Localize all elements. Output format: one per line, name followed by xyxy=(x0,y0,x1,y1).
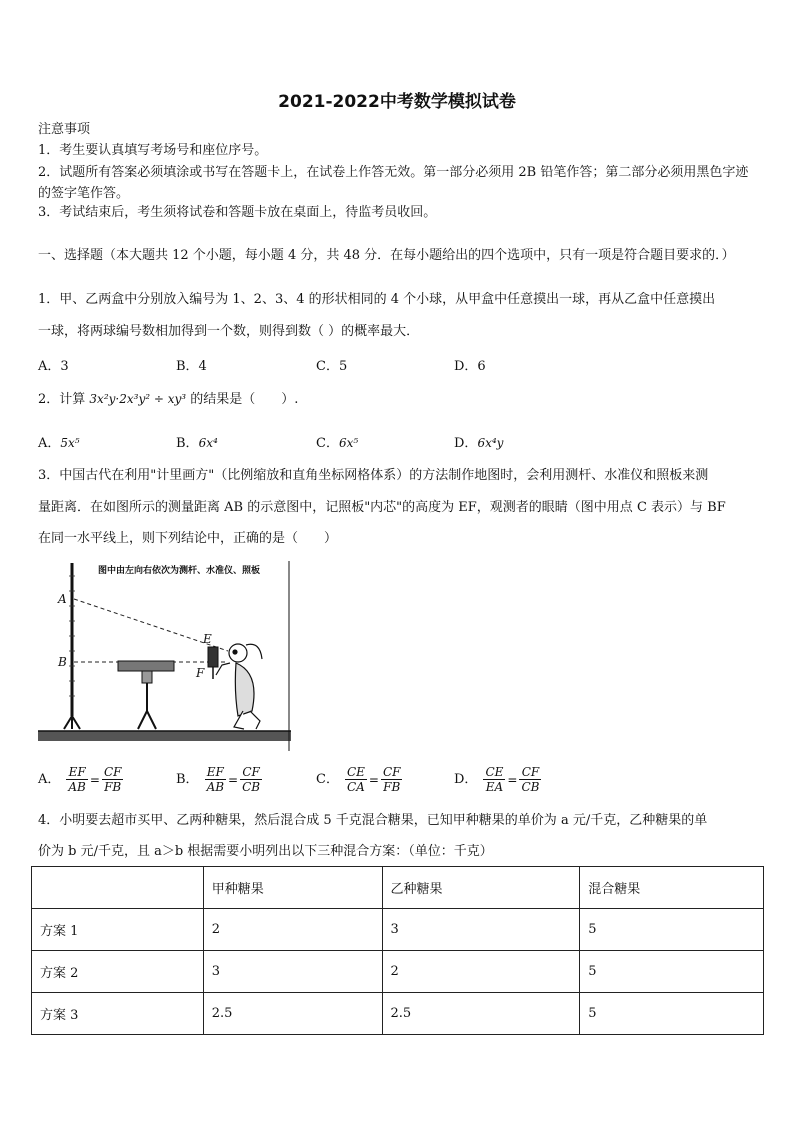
q3-option-a: A． $\frac{EF}{AB}$ = $\frac{CF}{FB}$ xyxy=(38,765,122,794)
q2-option-d: D．6x⁴y xyxy=(454,436,504,451)
q4-text-line1: 4．小明要去超市买甲、乙两种糖果，然后混合成 5 千克混合糖果，已知甲种糖果的单价为 a 元/千克，乙种糖果的单 xyxy=(38,813,708,828)
table-cell: 2.5 xyxy=(382,993,580,1035)
table-cell: 5 xyxy=(580,951,764,993)
q1-text-line1: 1．甲、乙两盒中分别放入编号为 1、2、3、4 的形状相同的 4 个小球，从甲盒中任意摸出一球，再从乙盒中任意摸出 xyxy=(38,292,716,307)
table-row xyxy=(32,951,764,993)
sighting-board xyxy=(208,647,218,667)
notice-item-1: 1．考生要认真填写考场号和座位序号。 xyxy=(38,143,268,158)
q3-text-line2: 量距离．在如图所示的测量距离 AB 的示意图中，记照板"内芯"的高度为 EF，观测者的眼睛（图中用点 C 表示）与 BF xyxy=(38,500,726,515)
q2-prefix: 2．计算 xyxy=(38,392,86,407)
q2-option-c: C．6x⁵ xyxy=(316,436,359,451)
q2-option-a: A．5x⁵ xyxy=(38,436,80,451)
table-cell: 5 xyxy=(580,993,764,1035)
table-row xyxy=(32,993,764,1035)
label-a: A xyxy=(58,592,67,606)
observer-figure xyxy=(216,644,262,729)
table-row xyxy=(32,909,764,951)
notice-item-3: 3．考试结束后，考生须将试卷和答题卡放在桌面上，待监考员收回。 xyxy=(38,205,437,220)
notice-heading: 注意事项 xyxy=(38,122,91,137)
label-e: E xyxy=(203,632,212,646)
q3-text-line1: 3．中国古代在利用"计里画方"（比例缩放和直角坐标网格体系）的方法制作地图时，会利用测杆、水准仪和照板来测 xyxy=(38,468,709,483)
q1-text-line2: 一球，将两球编号数相加得到一个数，则得到数（ ）的概率最大． xyxy=(38,324,420,339)
table-cell: 方案 3 xyxy=(32,993,204,1035)
label-b: B xyxy=(58,655,67,669)
table-header-cell: 乙种糖果 xyxy=(382,867,580,909)
q2-text xyxy=(38,390,298,409)
q3-option-b: B． $\frac{EF}{AB}$ = $\frac{CF}{CB}$ xyxy=(176,765,261,794)
measurement-figure xyxy=(38,561,291,751)
q2-expression: 3x²y·2x³y² ÷ xy³ xyxy=(89,392,187,406)
label-f: F xyxy=(196,666,205,680)
table-cell: 3 xyxy=(203,951,382,993)
q1-option-d: D．6 xyxy=(454,359,486,374)
q2-option-b: B．6x⁴ xyxy=(176,436,218,451)
figure-caption: 图中由左向右依次为测杆、水准仪、照板 xyxy=(98,566,261,576)
table-cell: 3 xyxy=(382,909,580,951)
q1-option-c: C．5 xyxy=(316,359,348,374)
table-cell: 2.5 xyxy=(203,993,382,1035)
notice-item-2: 2．试题所有答案必须填涂或书写在答题卡上，在试卷上作答无效。第一部分必须用 2B 铅笔作答；第二部分必须用黑色字迹的签字笔作答。 xyxy=(38,165,749,201)
q4-text-line2: 价为 b 元/千克，且 a＞b 根据需要小明列出以下三种混合方案：（单位：千克） xyxy=(38,844,493,859)
level-instrument xyxy=(118,661,174,729)
table-cell: 2 xyxy=(203,909,382,951)
q3-option-c: C． $\frac{CE}{CA}$ = $\frac{CF}{FB}$ xyxy=(316,765,401,794)
q3-text-line3: 在同一水平线上，则下列结论中，正确的是（ ） xyxy=(38,531,338,546)
table-header-cell: 甲种糖果 xyxy=(203,867,382,909)
mixing-plan-table xyxy=(31,866,764,1035)
table-cell: 2 xyxy=(382,951,580,993)
q2-suffix: 的结果是（ ）. xyxy=(190,392,299,407)
table-cell: 方案 1 xyxy=(32,909,204,951)
table-header-cell xyxy=(32,867,204,909)
section-heading: 一、选择题（本大题共 12 个小题，每小题 4 分，共 48 分．在每小题给出的四个选项中，只有一项是符合题目要求的．） xyxy=(38,248,735,263)
ground xyxy=(38,731,291,741)
q3-option-d: D． $\frac{CE}{EA}$ = $\frac{CF}{CB}$ xyxy=(454,765,540,794)
table-cell: 方案 2 xyxy=(32,951,204,993)
q1-option-a: A．3 xyxy=(38,359,69,374)
q1-option-b: B．4 xyxy=(176,359,207,374)
page-title: 2021-2022中考数学模拟试卷 xyxy=(278,92,516,112)
table-cell: 5 xyxy=(580,909,764,951)
table-header-cell: 混合糖果 xyxy=(580,867,764,909)
table-header-row xyxy=(32,867,764,909)
